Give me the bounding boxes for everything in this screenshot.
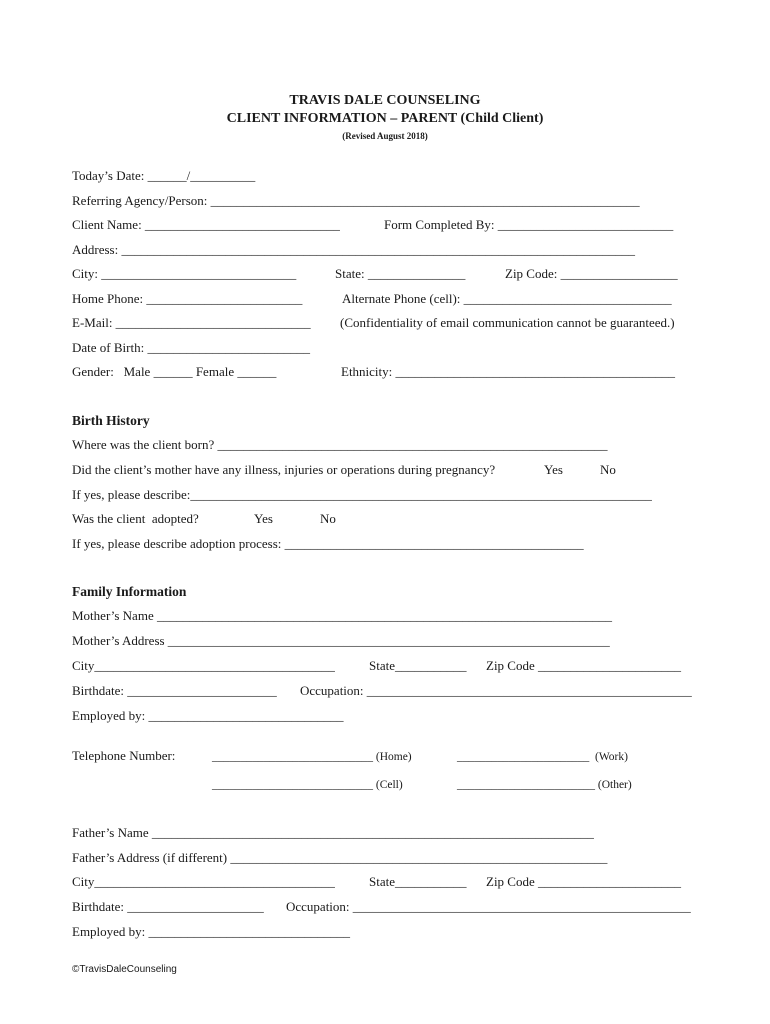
mother-employer-field[interactable]: Employed by: ______________________________ — [72, 708, 344, 723]
father-birthdate-field[interactable]: Birthdate: _____________________ — [72, 899, 264, 914]
father-zip-field[interactable]: Zip Code ______________________ — [486, 874, 681, 889]
mother-address-field[interactable]: Mother’s Address ____________________________________________________________________ — [72, 633, 610, 648]
telephone-label: Telephone Number: — [72, 748, 176, 763]
org-name: TRAVIS DALE COUNSELING — [289, 93, 481, 108]
referring-agency-field[interactable]: Referring Agency/Person: __________________________________________________________________ — [72, 193, 640, 208]
mother-birthdate-field[interactable]: Birthdate: _______________________ — [72, 683, 277, 698]
ethnicity-field[interactable]: Ethnicity: ___________________________________________ — [341, 364, 676, 379]
telephone-home-field[interactable]: ____________________________ (Home) — [212, 751, 412, 763]
father-address-field[interactable]: Father’s Address (if different) __________________________________________________________ — [72, 850, 608, 865]
email-field[interactable]: E-Mail: ______________________________ — [72, 315, 311, 330]
todays-date-field[interactable]: Today’s Date: ______/__________ — [72, 168, 256, 183]
client-name-field[interactable]: Client Name: ______________________________ — [72, 217, 340, 232]
adopted-no[interactable]: No — [320, 511, 336, 526]
home-phone-field[interactable]: Home Phone: ________________________ — [72, 291, 303, 306]
alternate-phone-field[interactable]: Alternate Phone (cell): ________________________________ — [342, 291, 672, 306]
pregnancy-illness-yes[interactable]: Yes — [544, 462, 563, 477]
state-field[interactable]: State: _______________ — [335, 266, 466, 281]
family-info-heading: Family Information — [72, 584, 187, 599]
mother-state-field[interactable]: State___________ — [369, 658, 467, 673]
mother-city-field[interactable]: City_____________________________________ — [72, 658, 335, 673]
father-occupation-field[interactable]: Occupation: ____________________________________________________ — [286, 899, 691, 914]
zip-field[interactable]: Zip Code: __________________ — [505, 266, 678, 281]
form-title: CLIENT INFORMATION – PARENT (Child Client) — [226, 111, 544, 126]
telephone-other-field[interactable]: ________________________ (Other) — [457, 779, 632, 791]
telephone-work-field[interactable]: _______________________ (Work) — [457, 751, 628, 763]
birthplace-field[interactable]: Where was the client born? ____________________________________________________________ — [72, 437, 608, 452]
adopted-yes[interactable]: Yes — [254, 511, 273, 526]
mother-zip-field[interactable]: Zip Code ______________________ — [486, 658, 681, 673]
gender-field[interactable]: Gender: Male ______ Female ______ — [72, 364, 277, 379]
pregnancy-illness-question: Did the client’s mother have any illness, injuries or operations during pregnancy? — [72, 462, 496, 477]
mother-occupation-field[interactable]: Occupation: __________________________________________________ — [300, 683, 692, 698]
father-employer-field[interactable]: Employed by: _______________________________ — [72, 924, 351, 939]
illness-describe-field[interactable]: If yes, please describe:_______________________________________________________________________ — [72, 487, 652, 502]
copyright-footer: ©TravisDaleCounseling — [72, 964, 177, 975]
telephone-cell-field[interactable]: ____________________________ (Cell) — [212, 779, 403, 791]
form-completed-by-field[interactable]: Form Completed By: ___________________________ — [384, 217, 674, 232]
father-state-field[interactable]: State___________ — [369, 874, 467, 889]
pregnancy-illness-no[interactable]: No — [600, 462, 616, 477]
birth-history-heading: Birth History — [72, 413, 150, 428]
adopted-question: Was the client adopted? — [72, 511, 199, 526]
address-field[interactable]: Address: _______________________________________________________________________________ — [72, 242, 635, 257]
email-confidentiality-note: (Confidentiality of email communication cannot be guaranteed.) — [340, 315, 675, 330]
mother-name-field[interactable]: Mother’s Name ______________________________________________________________________ — [72, 608, 612, 623]
adoption-process-field[interactable]: If yes, please describe adoption process: ______________________________________________ — [72, 536, 584, 551]
revision-note: (Revised August 2018) — [342, 131, 428, 141]
city-field[interactable]: City: ______________________________ — [72, 266, 297, 281]
father-city-field[interactable]: City_____________________________________ — [72, 874, 335, 889]
dob-field[interactable]: Date of Birth: _________________________ — [72, 340, 310, 355]
father-name-field[interactable]: Father’s Name ____________________________________________________________________ — [72, 825, 594, 840]
